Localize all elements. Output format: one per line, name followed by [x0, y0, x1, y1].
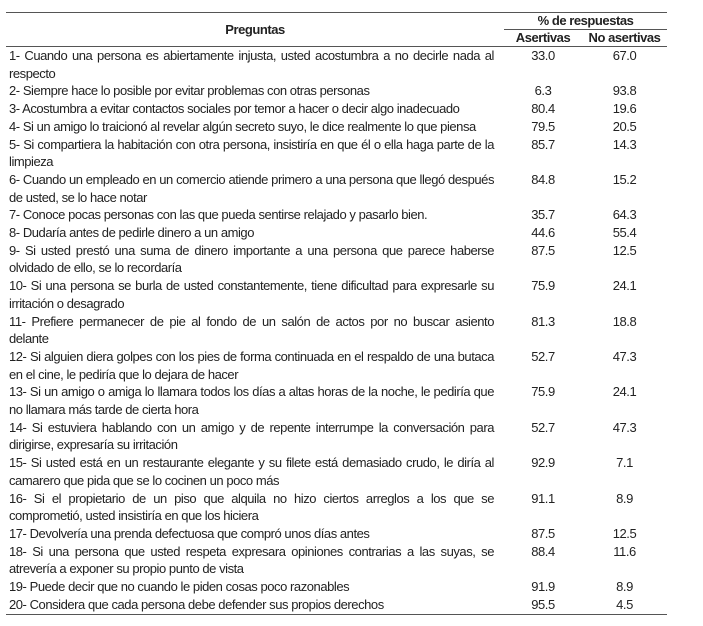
asertivas-cell: 88.4 [531, 543, 555, 559]
question-cell: 14- Si estuviera hablando con un amigo y de repente interrumpe la conversación para dirigirse, expresaría su irritación [9, 419, 494, 453]
no-asertivas-cell: 55.4 [612, 225, 637, 241]
table-row [6, 419, 667, 454]
no-asertivas-cell: 8.9 [616, 490, 633, 506]
asertivas-cell: 35.7 [531, 207, 555, 223]
table-row [6, 525, 667, 543]
question-cell: 13- Si un amigo o amiga lo llamara todos los días a altas horas de la noche, le pediría que no llamara más tarde de cierta hora [9, 384, 494, 418]
asertivas-cell: 52.7 [531, 419, 555, 435]
asertivas-cell: 81.3 [531, 313, 555, 329]
question-cell: 1- Cuando una persona es abiertamente injusta, usted acostumbra a no decirle nada al respecto [9, 48, 494, 81]
asertivas-cell: 33.0 [531, 48, 555, 63]
no-asertivas-cell: 47.3 [612, 348, 637, 364]
question-cell: 3- Acostumbra a evitar contactos sociales por temor a hacer o decir algo inadecuado [9, 101, 460, 117]
asertivas-cell: 84.8 [531, 171, 555, 187]
asertivas-cell: 79.5 [531, 118, 555, 134]
no-asertivas-cell: 4.5 [582, 596, 667, 614]
no-asertivas-cell: 47.3 [612, 419, 637, 435]
header-group-respuestas: % de respuestas [504, 13, 667, 30]
asertivas-cell: 91.9 [531, 579, 555, 595]
no-asertivas-cell: 19.6 [612, 101, 637, 117]
asertivas-cell: 85.7 [531, 136, 555, 152]
no-asertivas-cell: 12.5 [612, 525, 637, 541]
table-row [6, 383, 667, 418]
question-cell: 12- Si alguien diera golpes con los pies de forma continuada en el respaldo de una butaca en el cine, le pediría que lo dejara de hacer [9, 348, 494, 382]
asertivas-cell: 44.6 [531, 225, 555, 241]
table-row [6, 100, 667, 118]
table-row [6, 47, 667, 83]
no-asertivas-cell: 11.6 [613, 543, 636, 559]
no-asertivas-cell: 12.5 [612, 242, 637, 258]
table-row [6, 348, 667, 383]
question-cell: 11- Prefiere permanecer de pie al fondo de un salón de actos por no buscar asiento delante [9, 313, 494, 347]
header-no-asertivas: No asertivas [582, 30, 667, 47]
asertivas-cell: 75.9 [531, 384, 555, 400]
question-cell: 19- Puede decir que no cuando le piden cosas poco razonables [9, 579, 350, 595]
no-asertivas-cell: 67.0 [612, 48, 637, 63]
question-cell: 20- Considera que cada persona debe defender sus propios derechos [6, 596, 504, 614]
question-cell: 4- Si un amigo lo traicionó al revelar algún secreto suyo, le dice realmente lo que piensa [9, 118, 476, 134]
asertivas-cell: 91.1 [531, 490, 555, 506]
asertivas-cell: 52.7 [531, 348, 555, 364]
asertivas-cell: 87.5 [531, 525, 555, 541]
table-row [6, 242, 667, 277]
table-row [6, 277, 667, 312]
asertivas-cell: 75.9 [531, 278, 555, 294]
question-cell: 2- Siempre hace lo posible por evitar problemas con otras personas [9, 83, 370, 99]
table-row [6, 136, 667, 171]
no-asertivas-cell: 24.1 [612, 278, 637, 294]
no-asertivas-cell: 93.8 [612, 83, 637, 99]
question-cell: 7- Conoce pocas personas con las que pueda sentirse relajado y pasarlo bien. [9, 207, 428, 223]
asertivas-cell: 95.5 [504, 596, 582, 614]
question-cell: 9- Si usted prestó una suma de dinero importante a una persona que parece haberse olvidado de ello, se lo recordaría [9, 242, 494, 276]
question-cell: 15- Si usted está en un restaurante elegante y su filete está demasiado crudo, le diría al camarero que pida que se lo cocinen un poco más [9, 455, 494, 488]
asertivas-cell: 6.3 [534, 83, 552, 99]
table-row [6, 578, 667, 596]
table-row [6, 118, 667, 136]
no-asertivas-cell: 64.3 [612, 207, 637, 223]
table-row [6, 543, 667, 578]
no-asertivas-cell: 18.8 [612, 313, 637, 329]
table-row [6, 224, 667, 242]
survey-table-container [6, 12, 667, 615]
table-row [6, 596, 667, 614]
question-cell: 10- Si una persona se burla de usted constantemente, tiene dificultad para expresarle su irritación o desagrado [9, 278, 494, 311]
question-cell: 6- Cuando un empleado en un comercio atiende primero a una persona que llegó después de usted, se lo hace notar [9, 171, 494, 205]
table-row [6, 206, 667, 224]
no-asertivas-cell: 7.1 [616, 455, 633, 471]
no-asertivas-cell: 15.2 [612, 171, 637, 187]
header-asertivas: Asertivas [504, 30, 582, 47]
table-row [6, 313, 667, 348]
no-asertivas-cell: 8.9 [616, 579, 633, 595]
table-row [6, 490, 667, 525]
question-cell: 17- Devolvería una prenda defectuosa que compró unos días antes [9, 525, 370, 541]
no-asertivas-cell: 24.1 [612, 384, 637, 400]
question-cell: 5- Si compartiera la habitación con otra persona, insistiría en que él o ella haga parte de la limpieza [9, 136, 494, 170]
question-cell: 16- Si el propietario de un piso que alquila no hizo ciertos arreglos a los que se comprometió, usted insistiría en que los hiciera [9, 490, 494, 524]
table-row [6, 454, 667, 489]
asertivas-cell: 87.5 [531, 242, 555, 258]
table-row [6, 82, 667, 100]
survey-table [6, 12, 667, 615]
question-cell: 18- Si una persona que usted respeta expresara opiniones contrarias a las suyas, se atrevería a exponer su propio punto de vista [9, 543, 494, 577]
no-asertivas-cell: 20.5 [612, 118, 637, 134]
table-row [6, 171, 667, 206]
asertivas-cell: 80.4 [531, 101, 555, 117]
no-asertivas-cell: 14.3 [612, 136, 637, 152]
header-preguntas: Preguntas [6, 13, 504, 47]
asertivas-cell: 92.9 [531, 455, 555, 471]
question-cell: 8- Dudaría antes de pedirle dinero a un amigo [9, 225, 254, 241]
